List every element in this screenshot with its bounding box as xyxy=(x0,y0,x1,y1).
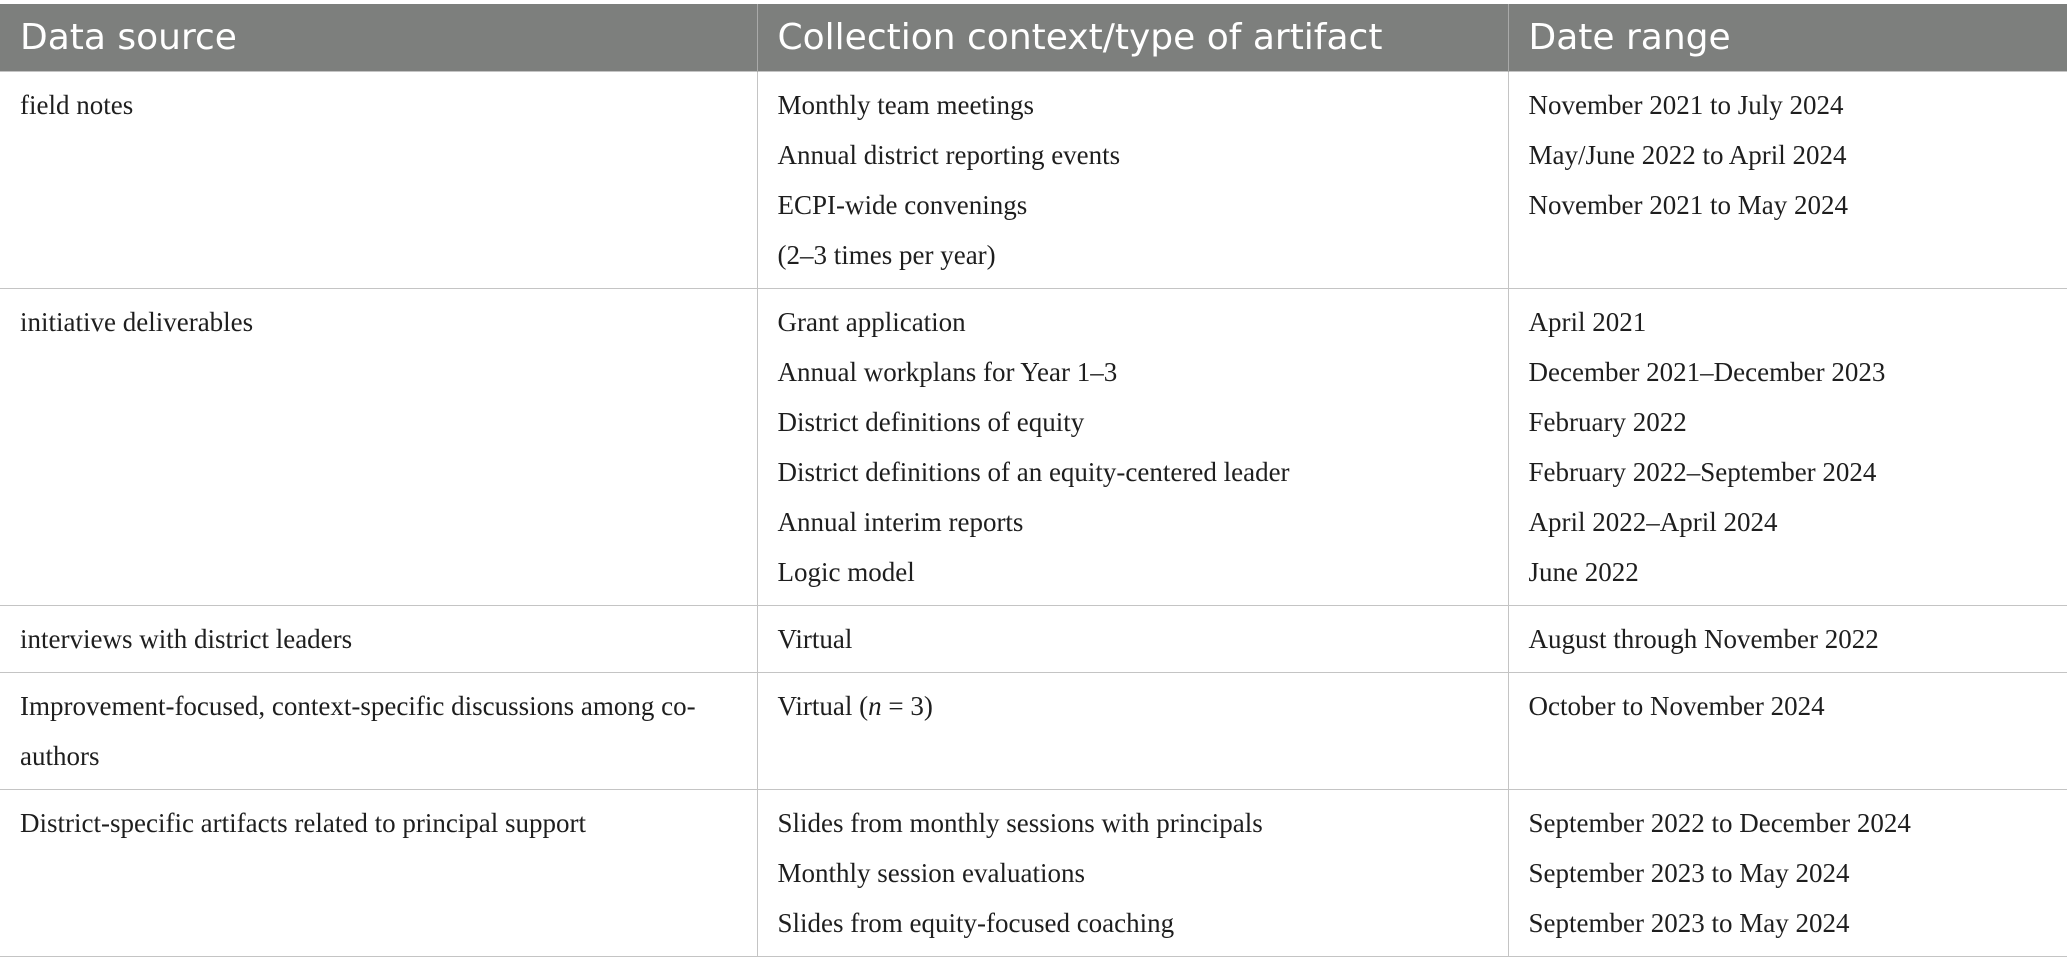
context-item: District definitions of an equity-centered leader xyxy=(778,447,1508,497)
date-cell xyxy=(1508,789,2067,956)
header-date-range: Date range xyxy=(1508,4,2067,71)
header-data-source: Data source xyxy=(0,4,757,71)
date-cell xyxy=(1508,71,2067,288)
source-cell xyxy=(0,71,757,288)
date-item: May/June 2022 to April 2024 xyxy=(1529,130,2067,180)
date-cell xyxy=(1508,605,2067,672)
context-item: (2–3 times per year) xyxy=(778,230,1508,280)
date-item: October to November 2024 xyxy=(1529,681,2067,731)
source-text: District-specific artifacts related to principal support xyxy=(20,798,757,848)
table-row xyxy=(0,71,2067,288)
date-item: February 2022 xyxy=(1529,397,2067,447)
context-item: Annual interim reports xyxy=(778,497,1508,547)
context-item: Logic model xyxy=(778,547,1508,597)
source-text: Improvement-focused, context-specific discussions among co-authors xyxy=(20,681,757,781)
date-item: November 2021 to July 2024 xyxy=(1529,80,2067,130)
context-item: Annual workplans for Year 1–3 xyxy=(778,347,1508,397)
context-item: District definitions of equity xyxy=(778,397,1508,447)
source-cell xyxy=(0,288,757,605)
context-cell xyxy=(757,71,1508,288)
table-row xyxy=(0,288,2067,605)
date-item: September 2022 to December 2024 xyxy=(1529,798,2067,848)
source-text: interviews with district leaders xyxy=(20,614,757,664)
date-item: August through November 2022 xyxy=(1529,614,2067,664)
context-item: Monthly team meetings xyxy=(778,80,1508,130)
context-item: Annual district reporting events xyxy=(778,130,1508,180)
context-cell xyxy=(757,605,1508,672)
table-row xyxy=(0,672,2067,789)
source-cell xyxy=(0,605,757,672)
date-item: September 2023 to May 2024 xyxy=(1529,848,2067,898)
date-item: June 2022 xyxy=(1529,547,2067,597)
context-item: Grant application xyxy=(778,297,1508,347)
date-item: February 2022–September 2024 xyxy=(1529,447,2067,497)
table-body xyxy=(0,71,2067,956)
context-cell xyxy=(757,789,1508,956)
source-cell xyxy=(0,672,757,789)
table-header xyxy=(0,4,2067,71)
header-row xyxy=(0,4,2067,71)
source-cell xyxy=(0,789,757,956)
context-item: Monthly session evaluations xyxy=(778,848,1508,898)
date-item: September 2023 to May 2024 xyxy=(1529,898,2067,948)
date-item: April 2022–April 2024 xyxy=(1529,497,2067,547)
context-cell xyxy=(757,672,1508,789)
header-collection-context: Collection context/type of artifact xyxy=(757,4,1508,71)
context-item xyxy=(778,681,1508,731)
data-sources-table xyxy=(0,4,2067,957)
context-suffix: = 3) xyxy=(882,691,933,721)
date-cell xyxy=(1508,672,2067,789)
context-italic-n: n xyxy=(868,691,882,721)
context-cell xyxy=(757,288,1508,605)
source-text: initiative deliverables xyxy=(20,297,757,347)
source-text: field notes xyxy=(20,80,757,130)
context-item: Slides from monthly sessions with principals xyxy=(778,798,1508,848)
date-cell xyxy=(1508,288,2067,605)
date-item: December 2021–December 2023 xyxy=(1529,347,2067,397)
context-item: Virtual xyxy=(778,614,1508,664)
table-row xyxy=(0,789,2067,956)
context-item: ECPI-wide convenings xyxy=(778,180,1508,230)
table-row xyxy=(0,605,2067,672)
context-prefix: Virtual ( xyxy=(778,691,869,721)
date-item: April 2021 xyxy=(1529,297,2067,347)
context-item: Slides from equity-focused coaching xyxy=(778,898,1508,948)
date-item: November 2021 to May 2024 xyxy=(1529,180,2067,230)
